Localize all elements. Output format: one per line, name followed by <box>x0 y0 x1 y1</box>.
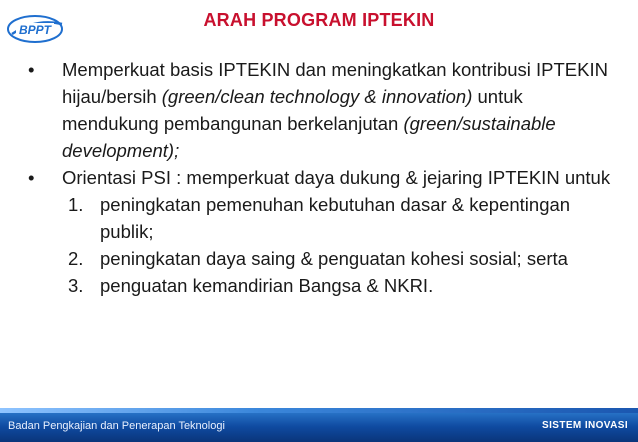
numbered-item-1 <box>28 191 618 245</box>
footer-bar <box>0 408 638 442</box>
numbered-item-text: peningkatan daya saing & penguatan kohesi sosial; serta <box>100 248 568 269</box>
bullet-item-1 <box>28 56 618 164</box>
slide-content <box>28 56 618 299</box>
numbered-item-number: 2. <box>68 248 84 269</box>
numbered-item-text: penguatan kemandirian Bangsa & NKRI. <box>100 275 434 296</box>
numbered-item-2 <box>28 245 618 272</box>
bullet-1-seg-4: (green/sustainable development); <box>62 113 556 161</box>
numbered-item-number: 1. <box>68 194 84 215</box>
footer-tagline: SISTEM INOVASI <box>542 420 628 431</box>
footer-stripe <box>0 408 638 413</box>
numbered-item-number: 3. <box>68 275 84 296</box>
bullet-1-seg-1: Memperkuat basis IPTEKIN dan meningkatkan kontribusi IPTEKIN hijau/bersih <box>62 59 608 107</box>
logo-text: BPPT <box>18 23 52 37</box>
bullet-1-seg-3: untuk mendukung pembangunan berkelanjutan <box>62 86 523 134</box>
bullet-icon: • <box>28 59 35 80</box>
bullet-item-2 <box>28 164 618 191</box>
numbered-item-text: peningkatan pemenuhan kebutuhan dasar & kepentingan publik; <box>100 194 571 242</box>
footer-org-name: Badan Pengkajian dan Penerapan Teknologi <box>8 420 225 432</box>
bullet-icon: • <box>28 167 35 188</box>
numbered-list <box>28 191 618 299</box>
bullet-1-seg-2: (green/clean technology & innovation) <box>161 86 473 107</box>
page-title: ARAH PROGRAM IPTEKIN <box>203 10 435 30</box>
bullet-2-text: Orientasi PSI : memperkuat daya dukung & jejaring IPTEKIN untuk <box>62 167 611 188</box>
numbered-item-3 <box>28 272 618 299</box>
